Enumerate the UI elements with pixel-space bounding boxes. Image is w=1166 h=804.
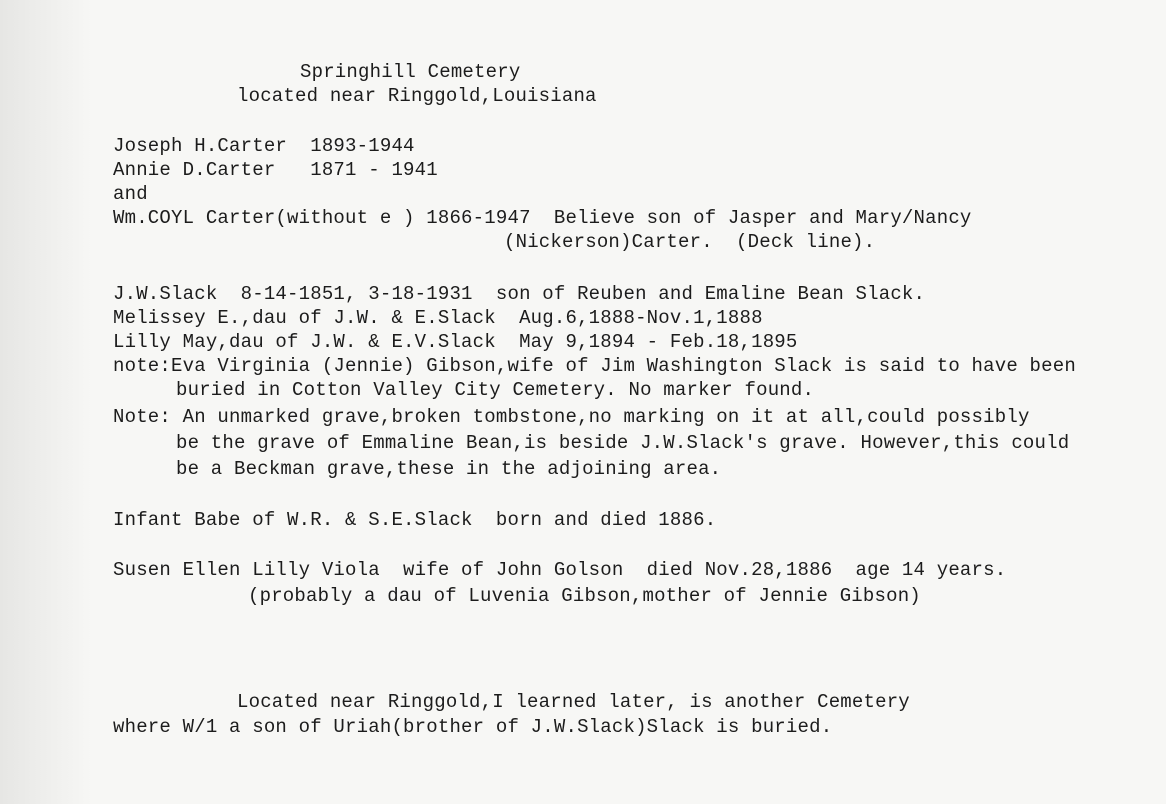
text-line: Lilly May,dau of J.W. & E.V.Slack May 9,1894 - Feb.18,1895 — [113, 331, 798, 353]
text-line: (probably a dau of Luvenia Gibson,mother of Jennie Gibson) — [248, 585, 921, 607]
text-line: Susen Ellen Lilly Viola wife of John Golson died Nov.28,1886 age 14 years. — [113, 559, 1007, 581]
text-line: Melissey E.,dau of J.W. & E.Slack Aug.6,1888-Nov.1,1888 — [113, 307, 763, 329]
text-line: be a Beckman grave,these in the adjoining area. — [176, 458, 722, 480]
text-line: (Nickerson)Carter. (Deck line). — [504, 231, 876, 253]
text-line: Annie D.Carter 1871 - 1941 — [113, 159, 438, 181]
title-line-1: Springhill Cemetery — [300, 61, 521, 83]
text-line: note:Eva Virginia (Jennie) Gibson,wife of Jim Washington Slack is said to have been — [113, 355, 1076, 377]
text-line: buried in Cotton Valley City Cemetery. No marker found. — [176, 379, 815, 401]
title-line-2: located near Ringgold,Louisiana — [237, 85, 597, 107]
text-line: where W/1 a son of Uriah(brother of J.W.Slack)Slack is buried. — [113, 716, 833, 738]
text-line: Note: An unmarked grave,broken tombstone,no marking on it at all,could possibly — [113, 406, 1030, 428]
page-edge-shadow — [0, 0, 92, 804]
text-line: Infant Babe of W.R. & S.E.Slack born and died 1886. — [113, 509, 717, 531]
text-line: Wm.COYL Carter(without e ) 1866-1947 Believe son of Jasper and Mary/Nancy — [113, 207, 972, 229]
text-line: Located near Ringgold,I learned later, is another Cemetery — [237, 691, 910, 713]
text-line: Joseph H.Carter 1893-1944 — [113, 135, 415, 157]
text-line: J.W.Slack 8-14-1851, 3-18-1931 son of Reuben and Emaline Bean Slack. — [113, 283, 926, 305]
text-line: be the grave of Emmaline Bean,is beside J.W.Slack's grave. However,this could — [176, 432, 1070, 454]
text-line: and — [113, 183, 148, 205]
